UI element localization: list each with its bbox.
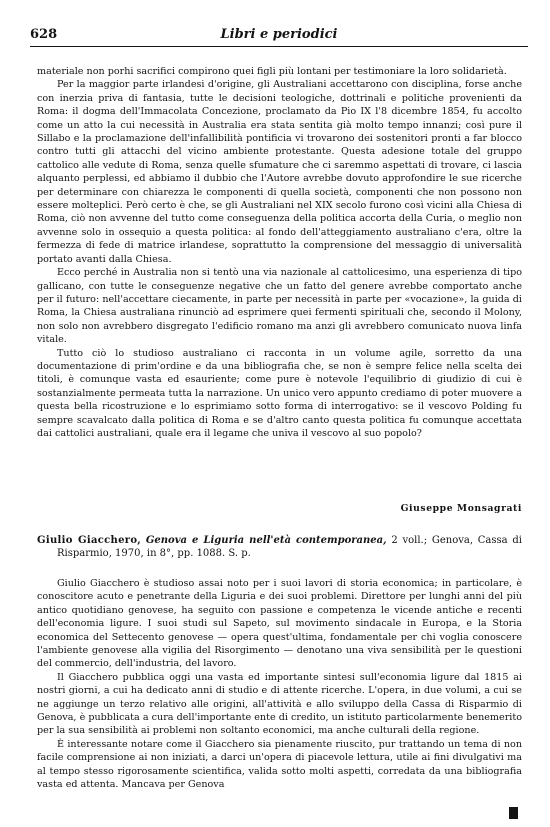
paragraph: Per la maggior parte irlandesi d'origine, gli Australiani accettarono con disciplina, forse anche con inerzia priva di fantasia, tutte le decisioni teologiche, dottrinali e politiche provenienti da Roma: il dogma dell'Immacolata Concezione, proclamato da Pio IX l'8 dicembre 1854, fu accolto come un atto la cui necessità in Australia era stata sentita già molto tempo innanzi; così pure il Sillabo e la proclamazione dell'infallibilità pontificia vi trovarono dei sostenitori pronti a far blocco contro tutti gli attacchi del vicino ambiente protestante. Questa adesione totale del gruppo cattolico alle vedute di Roma, senza quelle sfumature che ci saremmo aspettati di trovare, ci lascia alquanto perplessi, ed abbiamo il dubbio che l'Autore avrebbe dovuto approfondire le sue ricerche per determinare con chiarezza le componenti di quella società, componenti che non possono non essere molteplici. Però certo è che, se gli Australiani nel XIX secolo furono così vicini alla Chiesa di Roma, ciò non avvenne del tutto come conseguenza della politica accorta della Curia, o meglio non avvenne solo in ossequio a questa politica: al fondo dell'atteggiamento australiano c'era, oltre la fermezza di fede di matrice irlandese, soprattutto la comprensione del messaggio di universalità portato avanti dalla Chiesa. [37,79,522,265]
running-title: Libri e periodici [220,27,338,42]
paragraph: Ecco perché in Australia non si tentò una via nazionale al cattolicesimo, una esperienza di tipo gallicano, con tutte le conseguenze negative che un fatto del genere avrebbe comportato anche per il futuro: nell'accettare ciecamente, in parte per necessità in parte per «vocazione», la guida di Roma, la Chiesa australiana rinunciò ad esprimere quei fermenti spirituali che, secondo il Molony, non solo non avrebbero disgregato l'edificio romano ma anzi gli avrebbero comunicato nuova linfa vitale. [37,267,522,346]
review-continuation [37,65,522,440]
paragraph: Giulio Giacchero è studioso assai noto per i suoi lavori di storia economica; in particolare, è conoscitore acuto e penetrante della Liguria e dei suoi problemi. Direttore per lunghi anni del più antico quotidiano genovese, ha seguito con passione e competenza le vicende antiche e recenti dell'economia ligure. I suoi studi sul Sapeto, sul movimento sindacale in Europa, e la Storia economica del Settecento genovese — opera quest'ultima, fondamentale per chi voglia conoscere l'ambiente genovese alla vigilia del Risorgimento — denotano una viva sensibilità per le questioni del commercio, dell'industria, del lavoro. [37,578,522,670]
paragraph: Tutto ciò lo studioso australiano ci racconta in un volume agile, sorretto da una documentazione di prim'ordine e da una bibliografia che, se non è sempre felice nella scelta dei titoli, è comunque vasta ed esauriente; come pure è notevole l'equilibrio di giudizio di cui è sostanzialmente permeata tutta la narrazione. Un unico vero appunto crediamo di poter muovere a questa bella ricostruzione e lo esprimiamo sotto forma di interrogativo: se il vescovo Polding fu sempre scavalcato dalla politica di Roma e se d'altro canto questa politica fu comunque accettata dai cattolici australiani, quale era il legame che univa il vescovo al suo popolo? [37,347,522,439]
page-header [30,27,528,45]
paragraph: materiale non porhi sacrifici compirono quei figli più lontani per testimoniare la loro solidarietà. [37,66,507,77]
book-author: Giulio Giacchero, [37,535,142,546]
reviewer-signature: Giuseppe Monsagrati [400,503,522,514]
book-citation [37,534,522,561]
paragraph: Il Giacchero pubblica oggi una vasta ed importante sintesi sull'economia ligure dal 1815 ai nostri giorni, a cui ha dedicato anni di studio e di attente ricerche. L'opera, in due volumi, a cui se ne aggiunge un terzo relativo alle origini, all'attività e allo sviluppo della Cassa di Risparmio di Genova, è pubblicata a cura dell'importante ente di credito, un istituto particolarmente benemerito per la sua sensibilità ai problemi non soltanto economici, ma anche culturali della regione. [37,671,522,737]
review-body [37,577,522,792]
paragraph: È interessante notare come il Giacchero sia pienamente riuscito, pur trattando un tema di non facile comprensione ai non iniziati, a darci un'opera di piacevole lettura, utile ai fini divulgativi ma al tempo stesso rigorosamente scientifica, valida sotto molti aspetti, corredata da una bibliografia vasta ed attenta. Mancava per Genova [37,738,522,791]
page-number: 628 [30,27,58,42]
header-rule [30,46,528,47]
print-mark [509,807,518,819]
book-details: 2 voll.; Genova, Cassa di Risparmio, 1970, in 8°, pp. 1088. S. p. [57,535,522,560]
book-title: Genova e Liguria nell'età contemporanea, [145,535,387,546]
